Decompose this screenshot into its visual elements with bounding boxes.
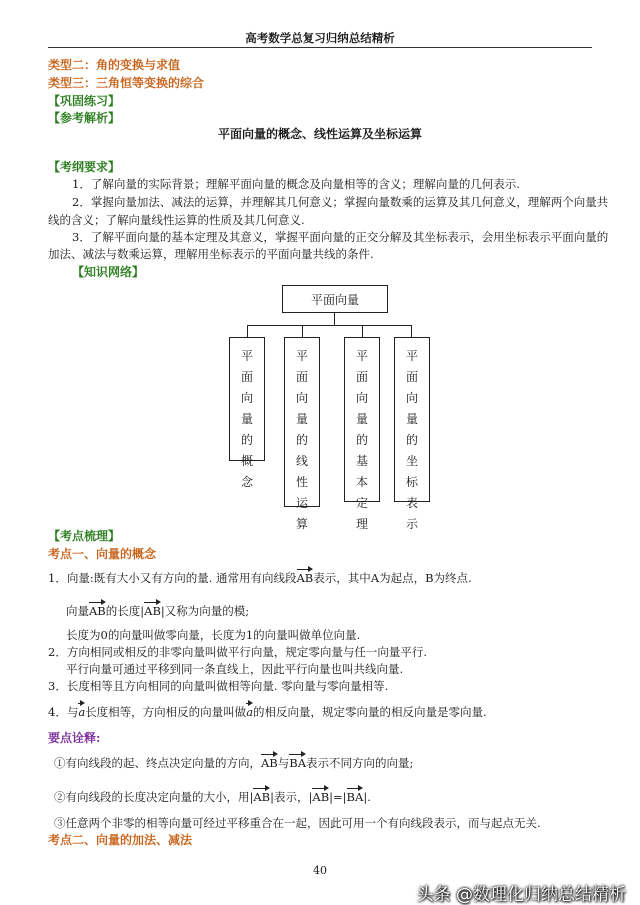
network-child-concept: 平 面 向 量 的 概 念	[229, 337, 265, 461]
point-1-heading: 考点一、向量的概念	[48, 547, 157, 561]
toc-type2[interactable]: 类型二：角的变换与求值	[48, 58, 181, 72]
item-3: 3．长度相等且方向相同的向量叫做相等向量. 零向量与零向量相等.	[48, 679, 389, 693]
page-header-title: 高考数学总复习归纳总结精析	[245, 31, 395, 45]
toc-practice[interactable]: 【巩固练习】	[48, 94, 121, 108]
connector-to-child-3	[362, 325, 363, 337]
vector-ab: AB	[312, 790, 330, 804]
item-1-vector-definition: 1．向量:既有大小又有方向的量. 通常用有向线段AB表示，其中A为起点，B为终点.	[48, 571, 472, 585]
key-point-1: ①有向线段的起、终点决定向量的方向，AB与BA表示不同方向的向量;	[54, 756, 414, 770]
syllabus-heading: 【考纲要求】	[48, 160, 121, 174]
vector-ba: BA	[289, 756, 307, 770]
syllabus-item-1: 1．了解向量的实际背景；理解平面向量的概念及向量相等的含义；理解向量的几何表示.	[72, 177, 520, 191]
network-child-linear-operations: 平 面 向 量 的 线 性 运 算	[284, 337, 320, 507]
vector-a: a	[78, 705, 86, 719]
vector-a: a	[246, 705, 254, 719]
watermark: 头条 @数理化归纳总结精析	[416, 885, 626, 905]
syllabus-item-2-line2: 线的含义；了解向量线性运算的性质及其几何意义.	[48, 213, 305, 227]
vector-ba: BA	[346, 790, 364, 804]
zero-unit-vector-line: 长度为0的向量叫做零向量，长度为1的向量叫做单位向量.	[66, 628, 361, 642]
syllabus-item-3-line2: 加法、减法与数乘运算，理解用坐标表示的平面向量共线的条件.	[48, 247, 374, 261]
section-title: 平面向量的概念、线性运算及坐标运算	[217, 127, 422, 141]
network-root-box	[282, 285, 388, 313]
item-2-line2: 平行向量可通过平移到同一条直线上，因此平行向量也叫共线向量.	[66, 662, 404, 676]
connector-to-child-1	[247, 325, 248, 337]
page-number: 40	[313, 864, 327, 877]
key-points-heading: 要点诠释:	[48, 731, 101, 745]
key-point-3: ③任意两个非零的相等向量可经过平移重合在一起，因此可用一个有向线段表示，而与起点无关.	[54, 816, 541, 830]
connector-to-child-4	[411, 325, 412, 337]
connector-to-child-2	[302, 325, 303, 337]
syllabus-item-3-line1: 3．了解平面向量的基本定理及其意义，掌握平面向量的正交分解及其坐标表示，会用坐标表示平面向量的	[72, 230, 609, 244]
header-divider	[48, 47, 592, 48]
network-child-basic-theorem: 平 面 向 量 的 基 本 定 理	[344, 337, 380, 502]
connector-horizontal-bar	[247, 325, 412, 326]
item-2-line1: 2．方向相同或相反的非零向量叫做平行向量，规定零向量与任一向量平行.	[48, 645, 427, 659]
vector-ab: AB	[253, 790, 271, 804]
vector-ab: AB	[89, 604, 106, 618]
connector-root-stem	[334, 312, 335, 325]
key-point-2: ②有向线段的长度决定向量的大小，用|AB|表示，|AB|=|BA|.	[54, 790, 371, 804]
vector-ab: AB	[261, 756, 278, 770]
toc-answer[interactable]: 【参考解析】	[48, 111, 121, 125]
point-2-heading: 考点二、向量的加法、减法	[48, 833, 193, 847]
review-heading: 【考点梳理】	[48, 529, 121, 543]
network-heading: 【知识网络】	[72, 265, 145, 279]
vector-ab: AB	[144, 604, 161, 618]
toc-type3[interactable]: 类型三：三角恒等变换的综合	[48, 76, 205, 90]
vector-length-line: 向量AB的长度|AB|又称为向量的模;	[66, 604, 250, 618]
vector-ab: AB	[296, 571, 314, 585]
network-root-label: 平面向量	[310, 292, 359, 307]
item-4: 4．与a长度相等，方向相反的向量叫做a的相反向量，规定零向量的相反向量是零向量.	[48, 705, 487, 719]
network-child-coordinates: 平 面 向 量 的 坐 标 表 示	[394, 337, 430, 502]
syllabus-item-2-line1: 2．掌握向量加法、减法的运算，并理解其几何意义；掌握向量数乘的运算及其几何意义，理解两个向量共	[72, 195, 609, 209]
